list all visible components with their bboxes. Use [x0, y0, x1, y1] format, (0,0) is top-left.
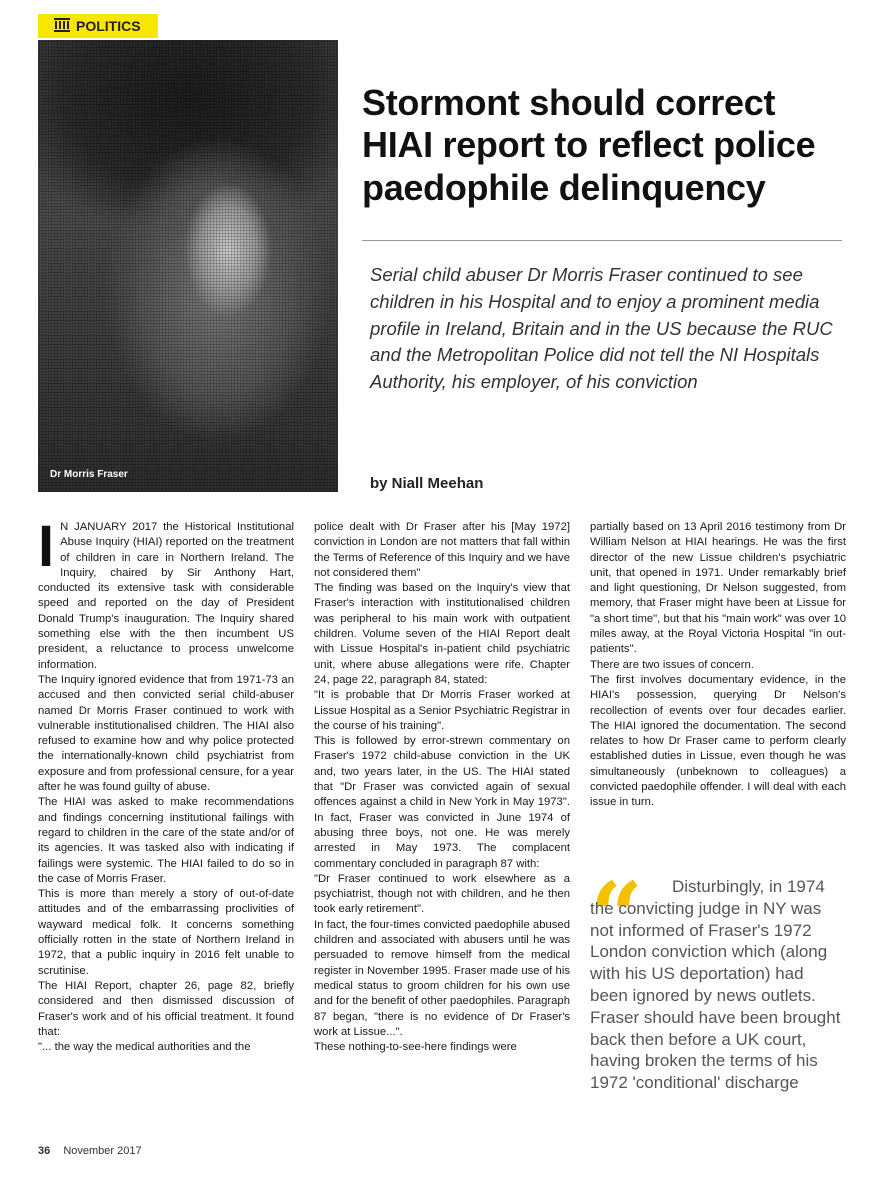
body-paragraph: police dealt with Dr Fraser after his [May 1972] conviction in London are not matters that fall within the Terms of Reference of this Inquiry and we have not considered them"	[314, 521, 570, 579]
body-paragraph: "It is probable that Dr Morris Fraser worked at Lissue Hospital as a Senior Psychiatric Registrar in the course of his training".	[314, 689, 570, 732]
body-column-3	[590, 520, 846, 811]
drop-cap: I	[38, 514, 55, 579]
page-number: 36	[38, 1145, 51, 1157]
pull-quote-text: Disturbingly, in 1974 the convicting judge in NY was not informed of Fraser's 1972 London conviction which (along with his US deportation) had been ignored by news outlets. Fraser should have been brought back then before a UK court, having broken the terms of his 1972 'conditional' discharge	[590, 877, 841, 1093]
standfirst: Serial child abuser Dr Morris Fraser continued to see children in his Hospital and to enjoy a prominent media profile in Ireland, Britain and in the US because the RUC and the Metropolitan Police did not tell the NI Hospitals Authority, his employer, of his conviction	[370, 264, 833, 393]
body-paragraph: I N JANUARY 2017 the Historical Institutional Abuse Inquiry (HIAI) reported on the treatment of children in care in Northern Ireland. The Inquiry, chaired by Sir Anthony Hart, conducted its extensive task with considerable speed and reported on the day of President Donald Trump's inauguration. The Inquiry shared something else with the then incumbent US president, a reluctance to process unwelcome information.	[38, 514, 294, 671]
body-paragraph: The HIAI Report, chapter 26, page 82, briefly considered and then dismissed discussion of Fraser's work and of his official treatment. It found that:	[38, 979, 294, 1038]
body-paragraph: The Inquiry ignored evidence that from 1971-73 an accused and then convicted serial child-abuser named Dr Morris Fraser continued to work with vulnerable institutionalised children. The HIAI also refused to examine how and why police protected the internationally-known child psychiatrist from exposure and from professional censure, for a year after he was found guilty of abuse.	[38, 673, 294, 794]
body-column-1	[38, 514, 294, 1055]
photo-caption: Dr Morris Fraser	[50, 469, 128, 480]
body-paragraph: The HIAI was asked to make recommendations and findings concerning institutional failings with regard to children in the care of the state and/or of its agencies. It was tasked also with indicating if failings were systemic. The HIAI failed to do so in the case of Morris Fraser.	[38, 796, 294, 885]
building-icon	[54, 18, 70, 35]
body-paragraph: In fact, the four-times convicted paedophile abused children and associated with abusers until he was persuaded to remove himself from the medical register in November 1995. Fraser made use of his medical status to groom children for his own use and for the benefit of other paedophiles. Paragraph 87 began, "there is no evidence of Dr Fraser's work at Lissue...".	[314, 918, 570, 1038]
body-paragraph: partially based on 13 April 2016 testimony from Dr William Nelson at HIAI hearings. He was the first director of the new Lissue children's psychiatric unit, that opened in 1971. Under remarkably brief and light questioning, Dr Nelson suggested, from memory, that Fraser might have been at Lissue for "a short time", but that his "main work" was over 10 miles away, at the Royal Victoria Hospital "in out-patients".	[590, 521, 846, 656]
body-paragraph: "... the way the medical authorities and the	[38, 1041, 251, 1054]
body-paragraph: The first involves documentary evidence, in the HIAI's possession, querying Dr Nelson's recollection of events over four decades earlier. The HIAI ignored the documentation. The second relates to how Dr Fraser came to perform clearly established duties in Lissue, even though he was simultaneously (unbeknown to colleagues) a convicted paedophile offender. I will deal with each issue in turn.	[590, 673, 846, 809]
portrait-photo	[38, 40, 338, 492]
body-paragraph: There are two issues of concern.	[590, 658, 754, 671]
quote-mark-icon: “	[590, 862, 643, 970]
body-paragraph: This is followed by error-strewn commentary on Fraser's 1972 child-abuse conviction in the UK and, two years later, in the US. The HIAI stated that "Dr Fraser was convicted again of sexual offences against a child in New York in May 1973". In fact, Fraser was convicted in June 1974 of abusing three boys, not one. He was merely arrested in May 1973. The complacent commentary concluded in paragraph 87 with:	[314, 735, 570, 870]
byline: by Niall Meehan	[370, 475, 484, 492]
page-footer	[38, 1145, 142, 1157]
headline: Stormont should correct HIAI report to reflect police paedophile delinquency	[362, 82, 816, 208]
body-paragraph: "Dr Fraser continued to work elsewhere as a psychiatrist, though not with children, and he then took early retirement".	[314, 872, 570, 916]
body-paragraph: The finding was based on the Inquiry's view that Fraser's interaction with institutionalised children was peripheral to his main work with outpatient children. Volume seven of the HIAI Report dealt with Lissue Hospital's in-patient child psychiatric unit, where abuse allegations were rife. Chapter 24, page 22, paragraph 84, stated:	[314, 582, 570, 686]
body-paragraph: This is more than merely a story of out-of-date attitudes and of the embarrassing proclivities of wayward medical folk. It concerns something officially rotten in the state of Northern Ireland in 1972, that a public inquiry in 2016 felt unable to scrutinise.	[38, 888, 294, 977]
section-label: POLITICS	[76, 18, 141, 34]
issue-date: November 2017	[63, 1145, 142, 1157]
section-tag	[38, 14, 158, 38]
headline-divider	[362, 240, 842, 241]
body-column-2	[314, 520, 570, 1055]
body-paragraph: These nothing-to-see-here findings were	[314, 1041, 517, 1054]
